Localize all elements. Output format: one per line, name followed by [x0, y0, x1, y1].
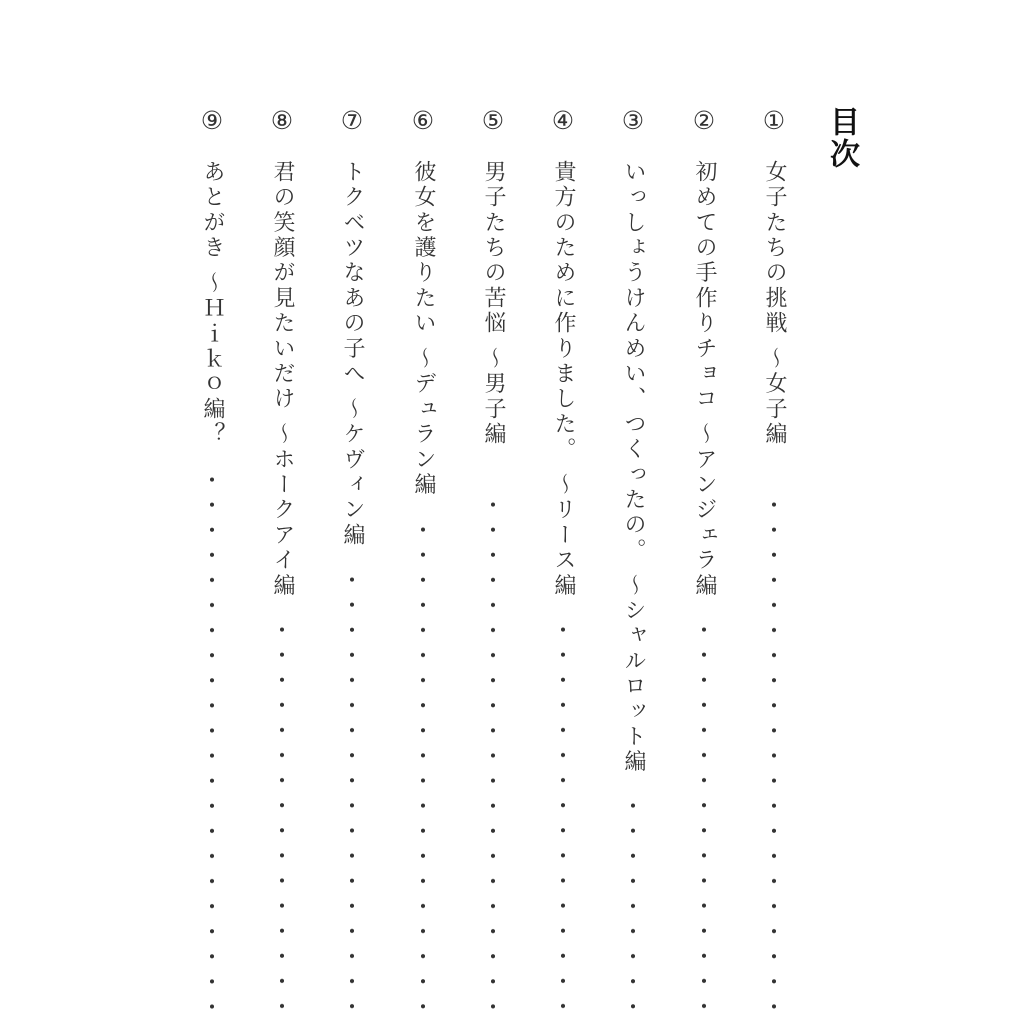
toc-entry-7 — [336, 106, 368, 1024]
entry-number: ④ — [551, 106, 575, 135]
toc-entry-2 — [688, 106, 720, 1024]
dot-leader — [547, 617, 579, 1011]
toc-entry-3 — [617, 106, 649, 1024]
entry-number: ⑦ — [340, 106, 364, 135]
entry-title: いっしょうけんめい、つくったの。 ～シャルロット編 — [621, 160, 646, 775]
entry-title: 彼女を護りたい ～デュラン編 — [411, 160, 436, 498]
dot-leader — [196, 467, 228, 1011]
entry-title: あとがき ～Ｈｉｋｏ編？ — [200, 160, 225, 448]
entry-number: ⑧ — [270, 106, 294, 135]
dot-leader — [266, 617, 298, 1011]
toc-heading: 目次 — [824, 106, 859, 170]
entry-number: ⑥ — [411, 106, 435, 135]
toc-entry-1 — [758, 106, 790, 1024]
dot-leader — [477, 492, 509, 1011]
entry-title: 君の笑顔が見たいだけ ～ホークアイ編 — [270, 160, 295, 599]
dot-leader — [617, 793, 649, 1011]
entry-title: トクベツなあの子へ ～ケヴィン編 — [340, 160, 365, 549]
entry-title: 男子たちの苦悩 ～男子編 — [481, 160, 506, 448]
dot-leader — [688, 617, 720, 1011]
toc-entry-8 — [266, 106, 298, 1024]
entry-title: 女子たちの挑戦 ～女子編 — [762, 160, 787, 448]
toc-entry-9 — [196, 106, 228, 1024]
entry-number: ⑤ — [481, 106, 505, 135]
dot-leader — [758, 492, 790, 1011]
dot-leader — [336, 567, 368, 1011]
toc-entry-4 — [547, 106, 579, 1024]
entry-number: ⑨ — [200, 106, 224, 135]
entry-number: ① — [762, 106, 786, 135]
entry-number: ③ — [621, 106, 645, 135]
entry-title: 初めての手作りチョコ ～アンジェラ編 — [692, 160, 717, 599]
entry-title: 貴方のために作りました。 ～リース編 — [551, 160, 576, 599]
entry-number: ② — [692, 106, 716, 135]
toc-entry-5 — [477, 106, 509, 1024]
dot-leader — [407, 517, 439, 1011]
toc-entry-6 — [407, 106, 439, 1024]
